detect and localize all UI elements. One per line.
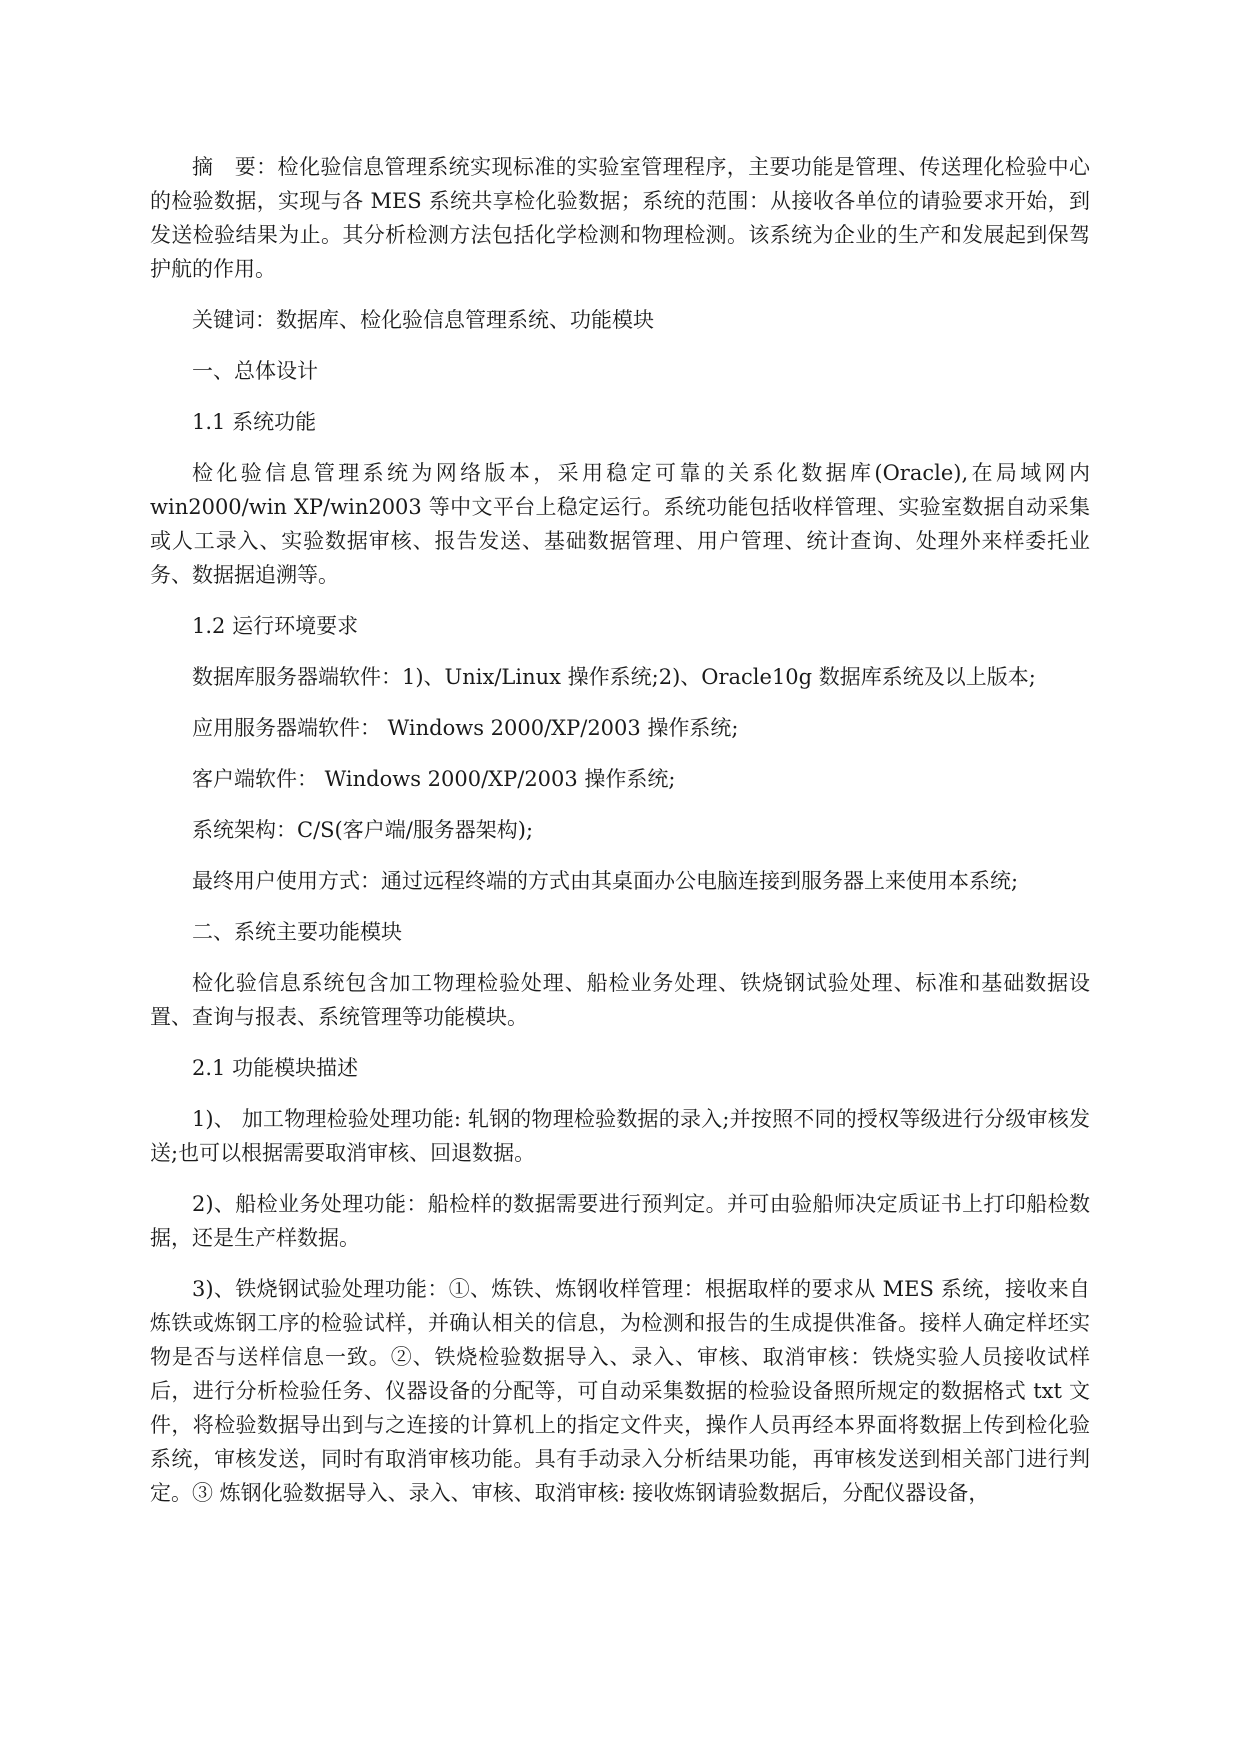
document-body bbox=[150, 150, 1090, 1527]
db-server-software-line: 数据库服务器端软件：1)、Unix/Linux 操作系统;2)、Oracle10g 数据库系统及以上版本; bbox=[192, 665, 1036, 689]
system-architecture-line: 系统架构：C/S(客户端/服务器架构); bbox=[192, 818, 534, 842]
subsection-heading-module-description: 2.1 功能模块描述 bbox=[192, 1056, 359, 1080]
app-server-software-line: 应用服务器端软件： Windows 2000/XP/2003 操作系统; bbox=[192, 716, 739, 740]
module-item-1: 1)、 加工物理检验处理功能: 轧钢的物理检验数据的录入;并按照不同的授权等级进行分级审核发送;也可以根据需要取消审核、回退数据。 bbox=[150, 1107, 1090, 1165]
system-function-paragraph: 检化验信息管理系统为网络版本，采用稳定可靠的关系化数据库(Oracle),在局域网内win2000/win XP/win2003 等中文平台上稳定运行。系统功能包括收样管理、实验室数据自动采集或人工录入、实验数据审核、报告发送、基础数据管理、用户管理、统计查询、处理外来样委托业务、数据据追溯等。 bbox=[150, 461, 1090, 587]
subsection-heading-system-function: 1.1 系统功能 bbox=[192, 410, 317, 434]
abstract-paragraph: 摘 要：检化验信息管理系统实现标准的实验室管理程序，主要功能是管理、传送理化检验中心的检验数据，实现与各 MES 系统共享检化验数据；系统的范围：从接收各单位的请验要求开始，到发送检验结果为止。其分析检测方法包括化学检测和物理检测。该系统为企业的生产和发展起到保驾护航的作用。 bbox=[150, 155, 1090, 281]
modules-overview-paragraph: 检化验信息系统包含加工物理检验处理、船检业务处理、铁烧钢试验处理、标准和基础数据设置、查询与报表、系统管理等功能模块。 bbox=[150, 971, 1090, 1029]
module-item-3: 3)、铁烧钢试验处理功能：①、炼铁、炼钢收样管理：根据取样的要求从 MES 系统，接收来自炼铁或炼钢工序的检验试样，并确认相关的信息，为检测和报告的生成提供准备。接样人确定样坯实物是否与送样信息一致。②、铁烧检验数据导入、录入、审核、取消审核：铁烧实验人员接收试样后，进行分析检验任务、仪器设备的分配等，可自动采集数据的检验设备照所规定的数据格式 txt 文件，将检验数据导出到与之连接的计算机上的指定文件夹，操作人员再经本界面将数据上传到检化验系统，审核发送，同时有取消审核功能。具有手动录入分析结果功能，再审核发送到相关部门进行判定。③ 炼钢化验数据导入、录入、审核、取消审核: 接收炼钢请验数据后，分配仪器设备， bbox=[150, 1277, 1090, 1505]
end-user-usage-line: 最终用户使用方式：通过远程终端的方式由其桌面办公电脑连接到服务器上来使用本系统; bbox=[192, 869, 1019, 893]
client-software-line: 客户端软件： Windows 2000/XP/2003 操作系统; bbox=[192, 767, 676, 791]
section-heading-overall-design: 一、总体设计 bbox=[192, 359, 318, 383]
section-heading-main-modules: 二、系统主要功能模块 bbox=[192, 920, 402, 944]
subsection-heading-runtime-env: 1.2 运行环境要求 bbox=[192, 614, 359, 638]
keywords-paragraph: 关键词：数据库、检化验信息管理系统、功能模块 bbox=[192, 308, 654, 332]
module-item-2: 2)、船检业务处理功能：船检样的数据需要进行预判定。并可由验船师决定质证书上打印船检数据，还是生产样数据。 bbox=[150, 1192, 1090, 1250]
